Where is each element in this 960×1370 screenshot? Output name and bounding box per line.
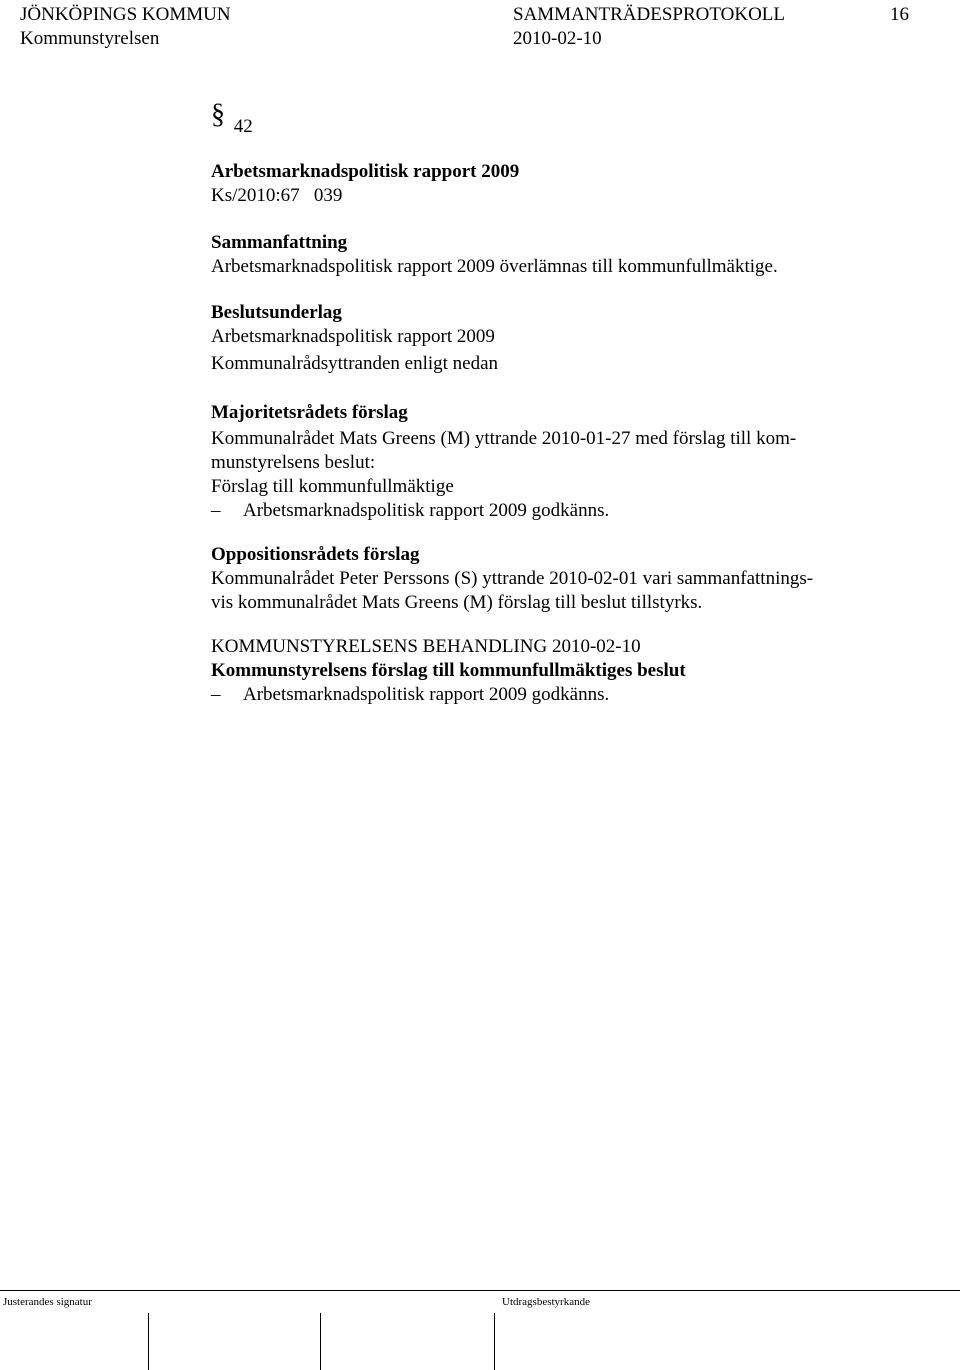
basis-heading: Beslutsunderlag	[211, 302, 342, 323]
department-name: Kommunstyrelsen	[20, 28, 160, 49]
case-number: Ks/2010:67 039	[211, 185, 343, 206]
signature-label: Justerandes signatur	[3, 1296, 92, 1308]
dash-bullet: –	[211, 500, 221, 521]
page-number: 16	[890, 4, 909, 25]
footer-divider	[0, 1290, 960, 1291]
basis-item: Arbetsmarknadspolitisk rapport 2009	[211, 326, 495, 347]
protocol-type: SAMMANTRÄDESPROTOKOLL	[513, 4, 786, 25]
summary-text: Arbetsmarknadspolitisk rapport 2009 överlämnas till kommunfullmäktige.	[211, 256, 778, 277]
opposition-text-line: vis kommunalrådet Mats Greens (M) förslag till beslut tillstyrks.	[211, 592, 703, 613]
proposal-text: Arbetsmarknadspolitisk rapport 2009 godkänns.	[243, 684, 610, 705]
handling-heading: KOMMUNSTYRELSENS BEHANDLING 2010-02-10	[211, 636, 641, 657]
signature-box-divider	[494, 1313, 495, 1370]
majority-text-line: Förslag till kommunfullmäktige	[211, 476, 454, 497]
extract-certification-label: Utdragsbestyrkande	[502, 1296, 590, 1308]
opposition-heading: Oppositionsrådets förslag	[211, 544, 420, 565]
majority-text-line: munstyrelsens beslut:	[211, 452, 376, 473]
handling-proposal	[211, 683, 931, 707]
proposal-text: Arbetsmarknadspolitisk rapport 2009 godkänns.	[243, 500, 610, 521]
paragraph-marker	[211, 99, 931, 139]
section-symbol: §	[211, 99, 225, 130]
summary-heading: Sammanfattning	[211, 232, 348, 253]
majority-heading: Majoritetsrådets förslag	[211, 402, 408, 423]
majority-proposal	[211, 499, 931, 523]
majority-text-line: Kommunalrådet Mats Greens (M) yttrande 2010-01-27 med förslag till kom-	[211, 428, 797, 449]
handling-subheading: Kommunstyrelsens förslag till kommunfullmäktiges beslut	[211, 660, 686, 681]
signature-box-divider	[320, 1313, 321, 1370]
matter-title: Arbetsmarknadspolitisk rapport 2009	[211, 161, 520, 182]
opposition-text-line: Kommunalrådet Peter Perssons (S) yttrande 2010-02-01 vari sammanfattnings-	[211, 568, 814, 589]
signature-box-divider	[148, 1313, 149, 1370]
paragraph-number: 42	[233, 116, 253, 137]
dash-bullet: –	[211, 684, 221, 705]
meeting-date: 2010-02-10	[513, 28, 602, 49]
basis-item: Kommunalrådsyttranden enligt nedan	[211, 353, 499, 374]
municipality-name: JÖNKÖPINGS KOMMUN	[20, 4, 231, 25]
